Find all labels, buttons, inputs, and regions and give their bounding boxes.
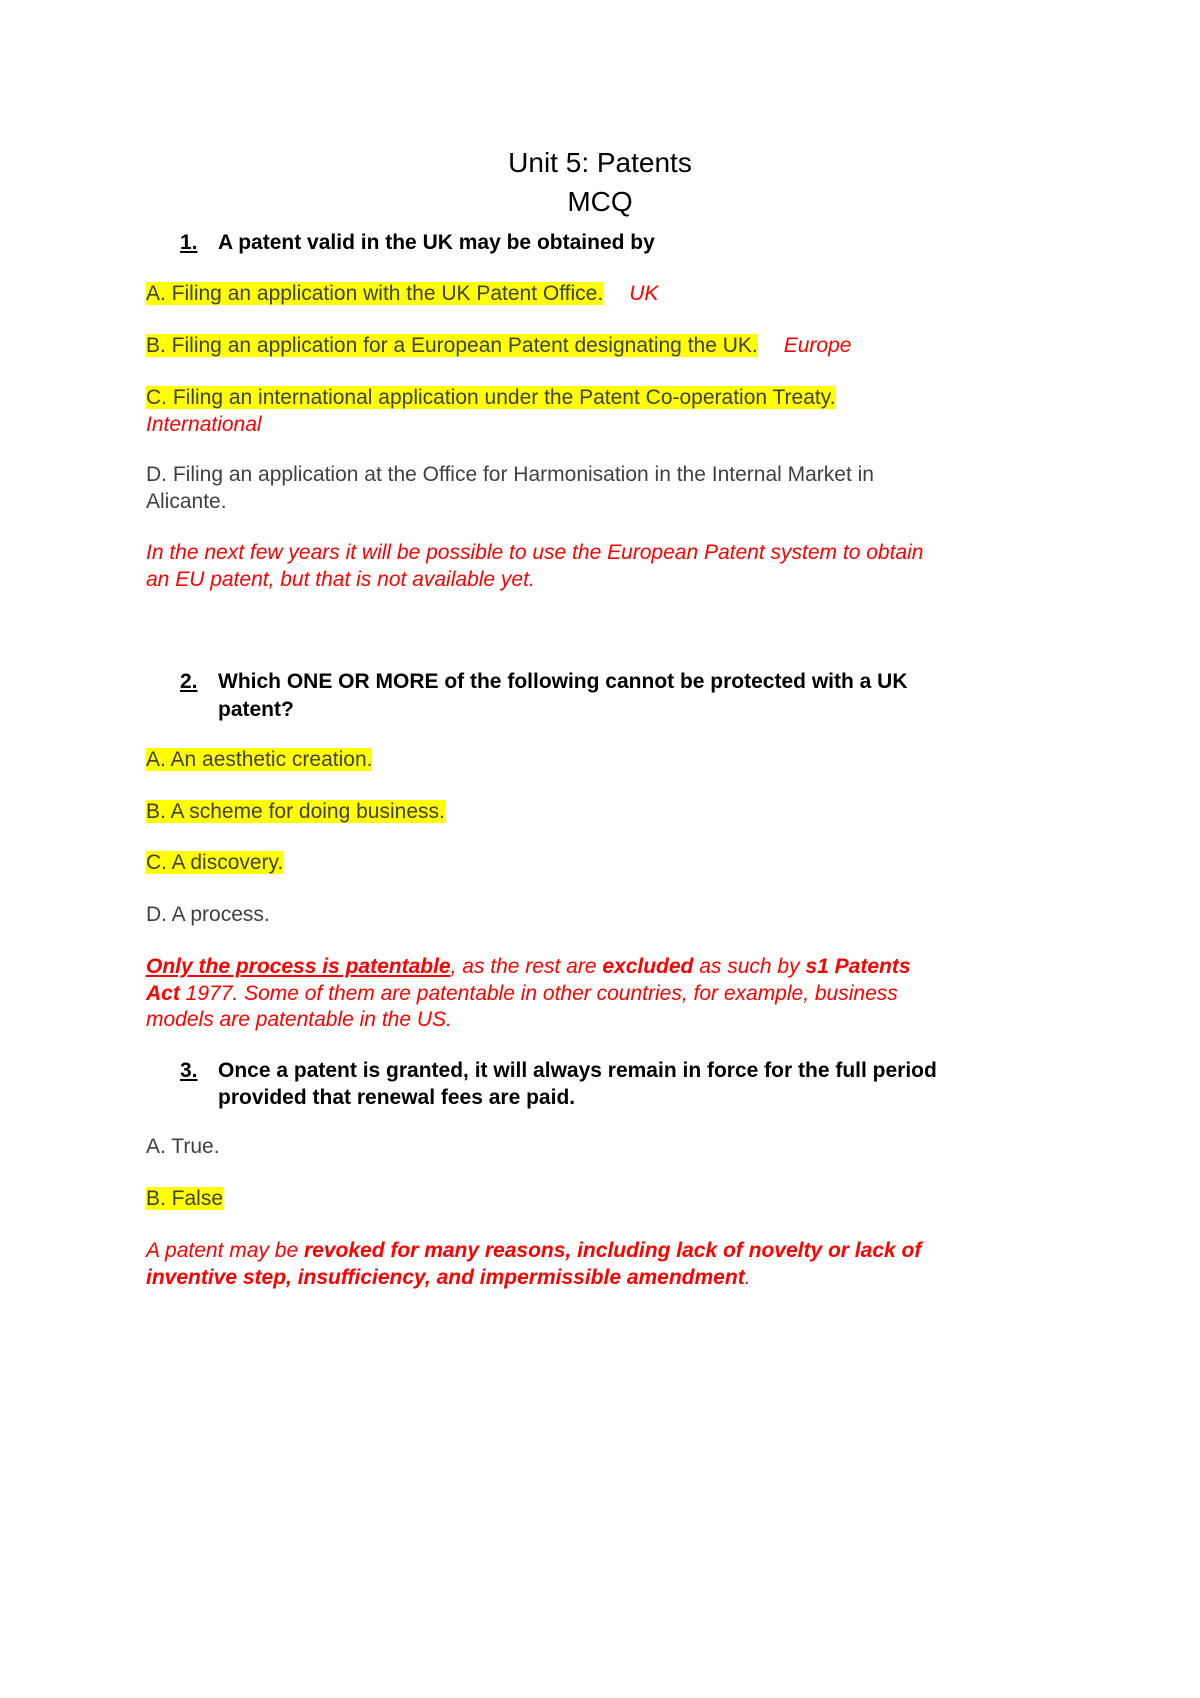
q1-option-b [146, 332, 1066, 360]
q3-option-b-text: B. False [146, 1187, 224, 1210]
q1-option-b-text: B. Filing an application for a European Patent designating the UK. [146, 334, 758, 357]
q2-option-b-text: B. A scheme for doing business. [146, 800, 445, 823]
q1-option-b-tag: Europe [783, 334, 852, 357]
question-2-text-cont: patent? [218, 698, 294, 721]
q1-option-c [146, 384, 1066, 412]
question-1 [180, 229, 1060, 257]
q2-option-a [146, 746, 1066, 774]
question-3-text: Once a patent is granted, it will always remain in force for the full period [218, 1059, 937, 1082]
q1-note-line-1: In the next few years it will be possible to use the European Patent system to obtain [146, 541, 924, 564]
question-3-cont [180, 1084, 1060, 1112]
q2-option-d: D. A process. [146, 903, 270, 926]
q2-note-line-1: Only the process is patentable, as the rest are excluded as such by s1 Patents [146, 955, 911, 978]
question-3 [180, 1057, 1060, 1085]
q3-note-line-1: A patent may be revoked for many reasons, including lack of novelty or lack of [146, 1239, 922, 1262]
q2-option-b [146, 798, 1066, 826]
q1-option-c-tag-line [146, 411, 1066, 439]
q1-option-a [146, 280, 1066, 308]
q3-option-b [146, 1185, 1066, 1213]
question-1-text: A patent valid in the UK may be obtained by [218, 231, 655, 254]
q1-option-c-tag: International [146, 413, 262, 436]
question-2-text: Which ONE OR MORE of the following cannot be protected with a UK [218, 670, 908, 693]
q2-option-a-text: A. An aesthetic creation. [146, 748, 373, 771]
q2-note-emphasis: Only the process is patentable [146, 955, 451, 978]
question-1-number: 1. [180, 231, 198, 254]
q3-note-line-2: inventive step, insufficiency, and impermissible amendment. [146, 1266, 751, 1289]
document-title: Unit 5: Patents [508, 147, 692, 178]
q2-option-c [146, 849, 1066, 877]
q2-note-line-2: Act 1977. Some of them are patentable in other countries, for example, business [146, 982, 898, 1005]
q2-note-line-3: models are patentable in the US. [146, 1008, 452, 1031]
question-2-cont [180, 696, 1060, 724]
question-2-number: 2. [180, 670, 198, 693]
q2-option-c-text: C. A discovery. [146, 851, 284, 874]
question-2 [180, 668, 1060, 696]
q1-note-line-2: an EU patent, but that is not available yet. [146, 568, 535, 591]
q1-option-c-text: C. Filing an international application under the Patent Co-operation Treaty. [146, 386, 836, 409]
q1-option-d-cont: Alicante. [146, 490, 227, 513]
q3-option-a: A. True. [146, 1135, 220, 1158]
question-3-number: 3. [180, 1059, 198, 1082]
document-subtitle: MCQ [567, 186, 633, 217]
q1-option-d: D. Filing an application at the Office for Harmonisation in the Internal Market in [146, 463, 874, 486]
question-3-text-cont: provided that renewal fees are paid. [218, 1086, 576, 1109]
q1-option-a-tag: UK [629, 282, 659, 305]
q1-option-a-text: A. Filing an application with the UK Patent Office. [146, 282, 604, 305]
